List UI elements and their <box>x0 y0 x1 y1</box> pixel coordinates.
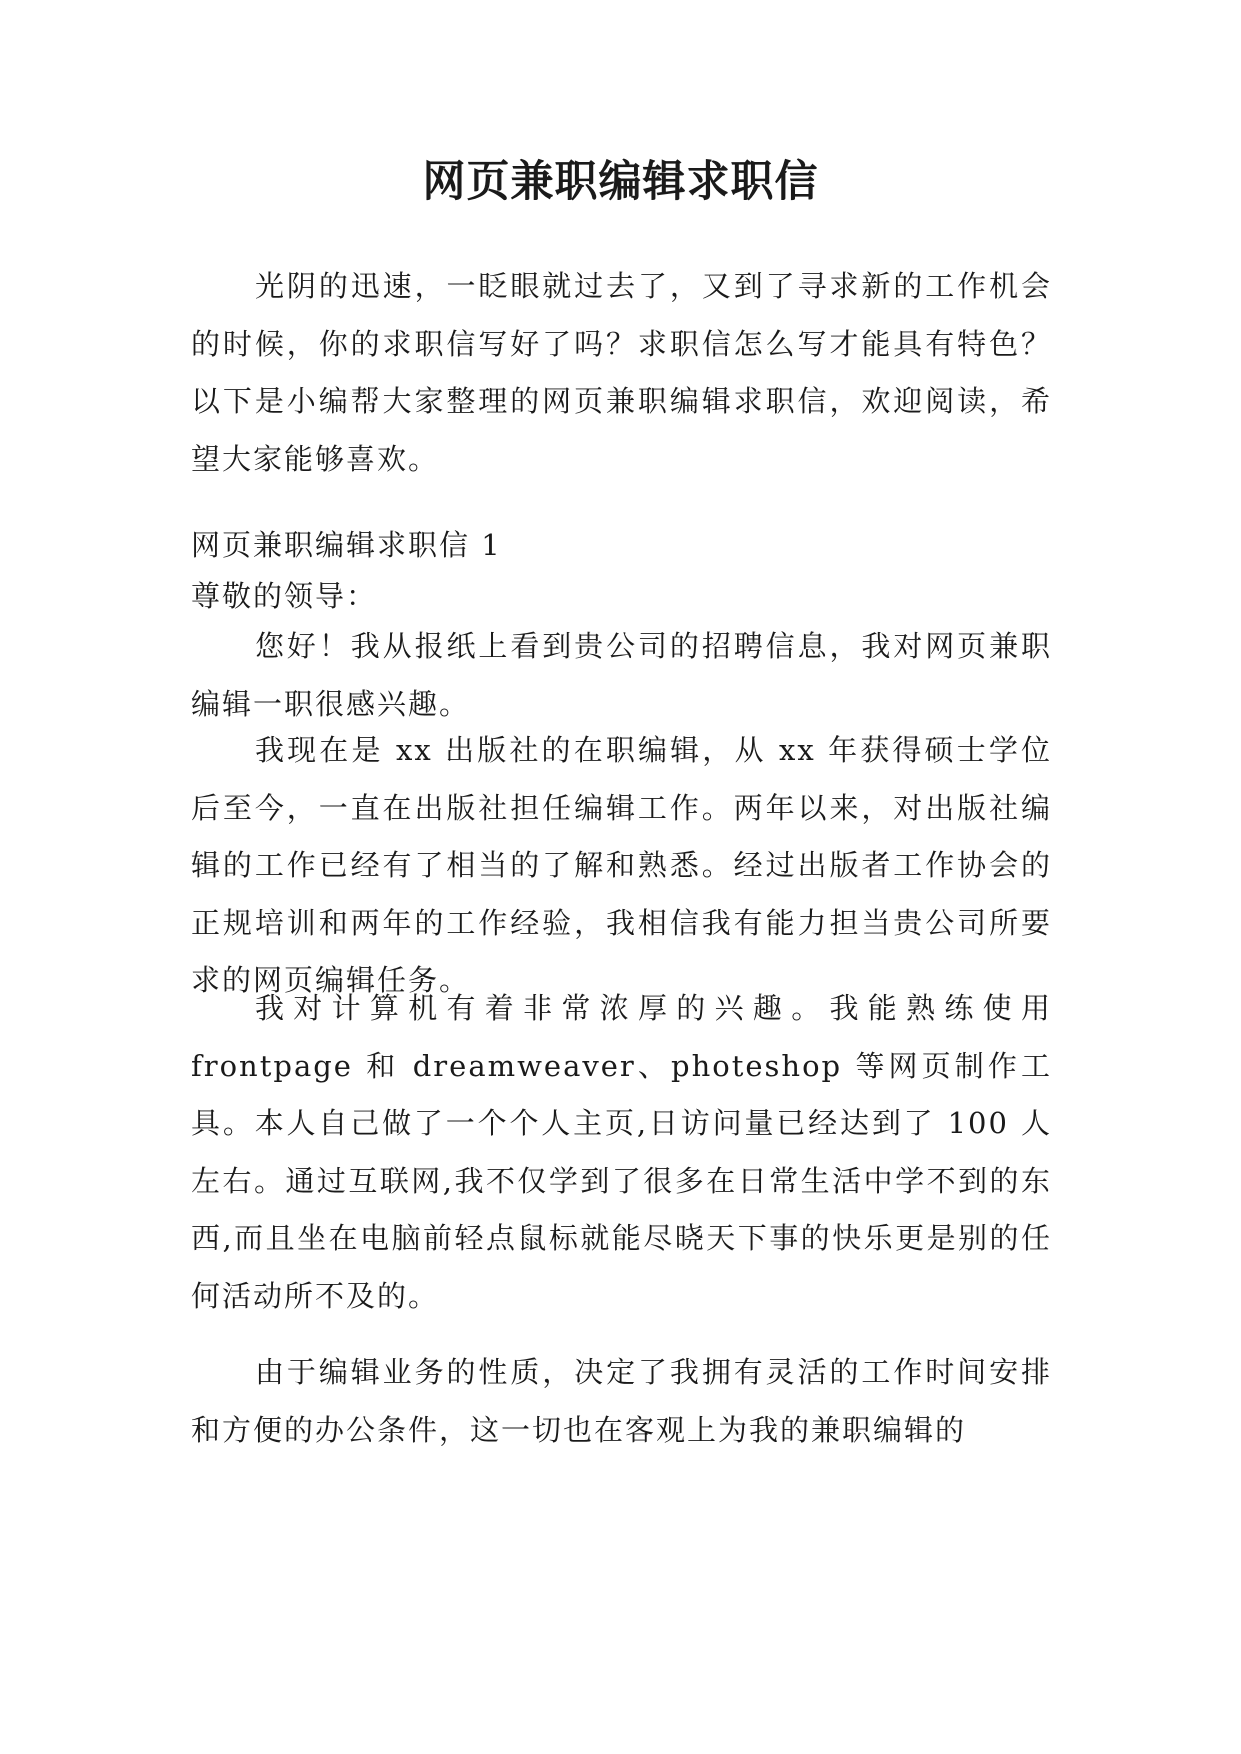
salutation: 尊敬的领导： <box>191 579 378 613</box>
body-paragraph-4: 由于编辑业务的性质，决定了我拥有灵活的工作时间安排和方便的办公条件，这一切也在客观上为我的兼职编辑的 <box>191 1355 1052 1447</box>
body-paragraph-2: 我现在是 xx 出版社的在职编辑，从 xx 年获得硕士学位后至今，一直在出版社担任编辑工作。两年以来，对出版社编辑的工作已经有了相当的了解和熟悉。经过出版者工作协会的正规培训和两年的工作经验，我相信我有能力担当贵公司所要求的网页编辑任务。 <box>191 733 1052 997</box>
document-title: 网页兼职编辑求职信 <box>422 157 819 207</box>
letter-heading: 网页兼职编辑求职信 1 <box>191 528 502 562</box>
body-paragraph-1: 您好！我从报纸上看到贵公司的招聘信息，我对网页兼职编辑一职很感兴趣。 <box>191 629 1052 721</box>
intro-paragraph: 光阴的迅速，一眨眼就过去了，又到了寻求新的工作机会的时候，你的求职信写好了吗？求职信怎么写才能具有特色？以下是小编帮大家整理的网页兼职编辑求职信，欢迎阅读，希望大家能够喜欢。 <box>191 269 1052 476</box>
body-paragraph-3: 我对计算机有着非常浓厚的兴趣。我能熟练使用 frontpage 和 dreamweaver、photeshop 等网页制作工具。本人自己做了一个个人主页,日访问量已经达到了 100 人左右。通过互联网,我不仅学到了很多在日常生活中学不到的东西,而且坐在电脑前轻点鼠标就能尽晓天下事的快乐更是别的任何活动所不及的。 <box>191 991 1052 1313</box>
